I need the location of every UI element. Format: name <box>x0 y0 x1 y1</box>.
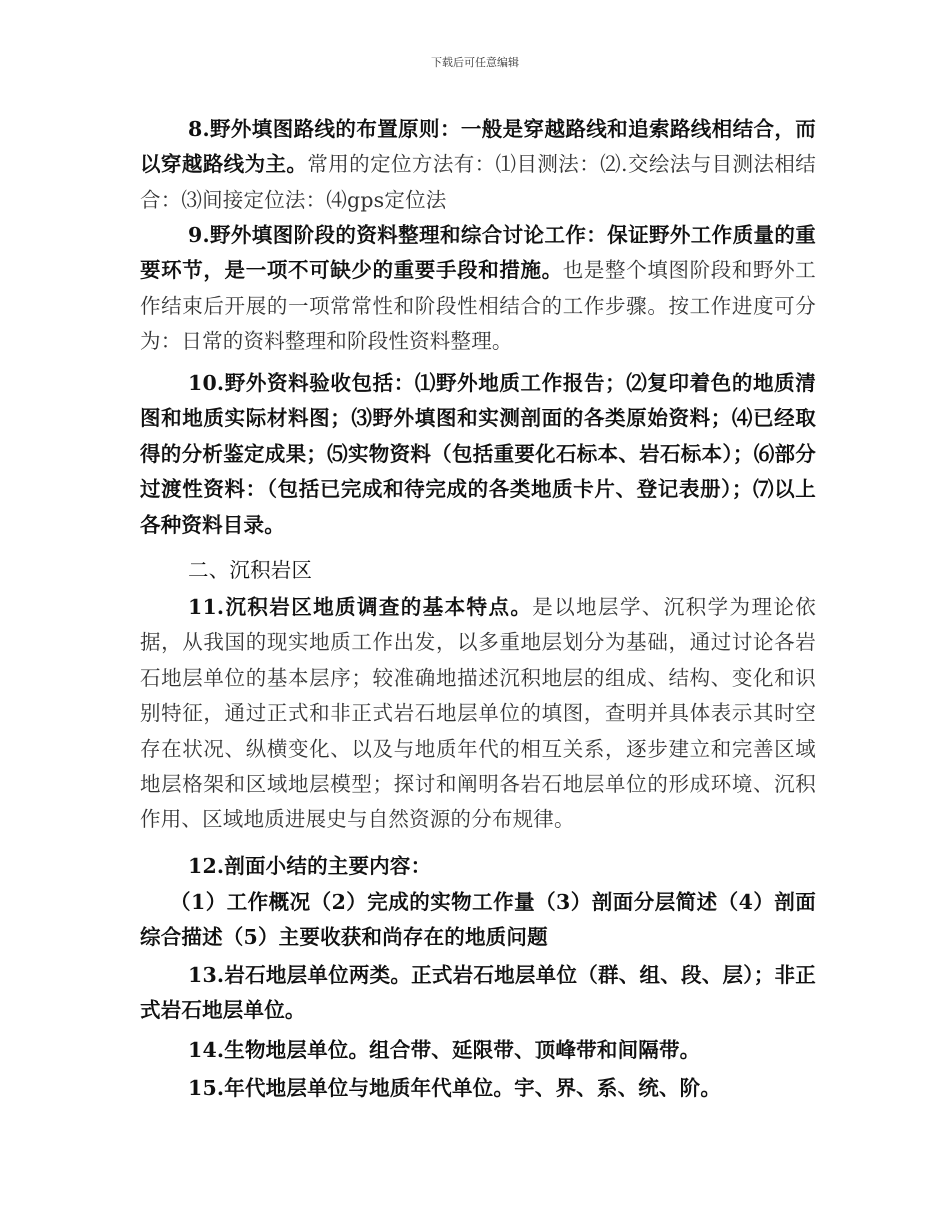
paragraph-15: 15.年代地层单位与地质年代单位。宇、界、系、统、阶。 <box>188 1076 722 1100</box>
paragraph-10: 10.野外资料验收包括：⑴野外地质工作报告；⑵复印着色的地质清图和地质实际材料图；⑶野外填图和实测剖面的各类原始资料；⑷已经取得的分析鉴定成果；⑸实物资料（包括重要化石标本、岩石标本）；⑹部分过渡性资料：（包括已完成和待完成的各类地质卡片、登记表册）；⑺以上各种资料目录。 <box>140 371 816 537</box>
paragraph-12: 12.剖面小结的主要内容： <box>188 854 432 878</box>
page-header: 下载后可任意编辑 <box>431 56 519 69</box>
paragraph-14: 14.生物地层单位。组合带、延限带、顶峰带和间隔带。 <box>188 1038 701 1062</box>
paragraph-9-heading: 9.野外填图阶段的资料整理和综合讨论工作：保证野外工作质量的重要环节，是一项不可缺少的重要手段和措施。 <box>140 223 816 283</box>
paragraph-13: 13.岩石地层单位两类。正式岩石地层单位（群、组、段、层）；非正式岩石地层单位。 <box>140 963 816 1023</box>
paragraph-8-heading: 8.野外填图路线的布置原则：一般是穿越路线和追索路线相结合，而以穿越路线为主。 <box>140 117 816 177</box>
paragraph-9-body: 也是整个填图阶段和野外工作结束后开展的一项常常性和阶段性相结合的工作步骤。按工作进度可分为：日常的资料整理和阶段性资料整理。 <box>140 258 817 354</box>
section-heading-sedimentary: 二、沉积岩区 <box>188 558 313 582</box>
paragraph-12-list: （1）工作概况（2）完成的实物工作量（3）剖面分层简述（4）剖面综合描述（5）主要收获和尚存在的地质问题 <box>140 890 816 950</box>
paragraph-8-body: 常用的定位方法有：⑴目测法：⑵.交绘法与目测法相结合：⑶间接定位法：⑷gps定位法 <box>140 152 816 212</box>
paragraph-11-body: 是以地层学、沉积学为理论依据，从我国的现实地质工作出发，以多重地层划分为基础，通过讨论各岩石地层单位的基本层序；较准确地描述沉积地层的组成、结构、变化和识别特征，通过正式和非正式岩石地层单位的填图，查明并具体表示其时空存在状况、纵横变化、以及与地质年代的相互关系，逐步建立和完善区域地层格架和区域地层模型；探讨和阐明各岩石地层单位的形成环境、沉积作用、区域地质进展史与自然资源的分布规律。 <box>140 595 816 832</box>
paragraph-8 <box>140 112 816 218</box>
paragraph-9 <box>140 218 816 360</box>
paragraph-11 <box>140 590 816 838</box>
paragraph-11-heading: 11.沉积岩区地质调查的基本特点。 <box>188 595 533 619</box>
